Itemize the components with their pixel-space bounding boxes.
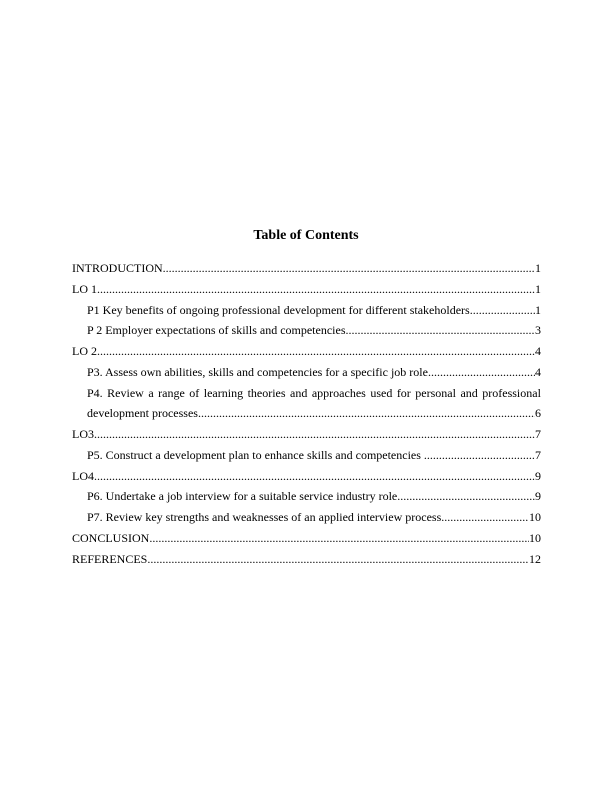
toc-page-number: 9 <box>535 489 541 504</box>
table-of-contents <box>72 258 541 569</box>
dot-leader <box>470 300 535 321</box>
toc-entry-p5[interactable] <box>72 445 541 466</box>
dot-leader <box>441 507 529 528</box>
toc-entry-text: P3. Assess own abilities, skills and competencies for a specific job role <box>87 364 428 379</box>
toc-entry-lo3[interactable] <box>72 424 541 445</box>
toc-entry-line2 <box>87 403 541 424</box>
toc-entry-text: P 2 Employer expectations of skills and competencies <box>87 323 346 338</box>
toc-page-number: 10 <box>529 530 541 545</box>
toc-entry-text-line2: development processes <box>87 406 198 421</box>
dot-leader <box>94 466 535 487</box>
toc-entry-text: P7. Review key strengths and weaknesses of an applied interview process <box>87 510 442 524</box>
dot-leader <box>97 341 535 362</box>
dot-leader <box>424 445 535 466</box>
toc-entry-conclusion[interactable] <box>72 528 541 549</box>
toc-page-number: 7 <box>535 447 541 462</box>
toc-page-number: 1 <box>535 302 541 317</box>
dot-leader <box>346 320 536 341</box>
toc-entry-introduction[interactable] <box>72 258 541 279</box>
dot-leader <box>198 403 535 424</box>
toc-entry-text: P5. Construct a development plan to enhance skills and competencies <box>87 447 424 462</box>
toc-entry-text: P6. Undertake a job interview for a suitable service industry role <box>87 489 398 504</box>
toc-page-number: 4 <box>535 364 541 379</box>
toc-entry-p7[interactable] <box>72 507 541 528</box>
toc-word: and <box>290 385 308 400</box>
dot-leader <box>149 528 529 549</box>
toc-entry-p3[interactable] <box>72 362 541 383</box>
toc-entry-text: LO4 <box>72 468 94 483</box>
toc-entry-text: REFERENCES <box>72 551 148 566</box>
dot-leader <box>147 549 529 570</box>
toc-page-number: 1 <box>535 261 541 275</box>
toc-page-number: 3 <box>535 323 541 338</box>
toc-entry-lo1[interactable] <box>72 279 541 300</box>
toc-entry-p1[interactable] <box>72 300 541 321</box>
toc-title: Table of Contents <box>253 228 359 243</box>
toc-entry-p4[interactable] <box>72 383 541 425</box>
toc-entry-lo2[interactable] <box>72 341 541 362</box>
dot-leader <box>397 486 535 507</box>
toc-page-number: 1 <box>535 281 541 296</box>
toc-page-number: 10 <box>529 510 541 524</box>
toc-entry-text: P1 Key benefits of ongoing professional development for different stakeholders <box>87 302 470 317</box>
toc-word: theories <box>247 385 286 400</box>
toc-entry-text: CONCLUSION <box>72 530 150 545</box>
toc-word: approaches <box>311 385 366 400</box>
toc-entry-p2[interactable] <box>72 320 541 341</box>
toc-entry-text: LO 2 <box>72 344 97 358</box>
dot-leader <box>97 279 535 300</box>
toc-word: professional <box>482 385 541 400</box>
toc-word: Review <box>107 385 144 400</box>
toc-word: of <box>189 385 200 400</box>
toc-word: P4. <box>87 385 103 400</box>
toc-word: range <box>158 385 185 400</box>
toc-word: a <box>148 385 154 400</box>
toc-word: and <box>460 385 478 400</box>
toc-entry-text-line1 <box>87 383 541 404</box>
toc-word: learning <box>203 385 244 400</box>
toc-entry-text: LO3 <box>72 427 94 441</box>
dot-leader <box>94 424 535 445</box>
toc-page-number: 12 <box>529 551 541 566</box>
toc-page-number: 6 <box>535 406 541 421</box>
toc-word: used <box>370 385 393 400</box>
toc-entry-p6[interactable] <box>72 486 541 507</box>
toc-page-number: 4 <box>535 344 541 358</box>
dot-leader <box>428 362 535 383</box>
toc-page-number: 9 <box>535 468 541 483</box>
toc-page-number: 7 <box>535 427 541 441</box>
dot-leader <box>163 258 535 279</box>
toc-entry-lo4[interactable] <box>72 466 541 487</box>
toc-entry-references[interactable] <box>72 549 541 570</box>
toc-entry-text: INTRODUCTION <box>72 261 163 275</box>
toc-entry-text: LO 1 <box>72 281 97 296</box>
toc-word: personal <box>415 385 456 400</box>
toc-word: for <box>396 385 411 400</box>
